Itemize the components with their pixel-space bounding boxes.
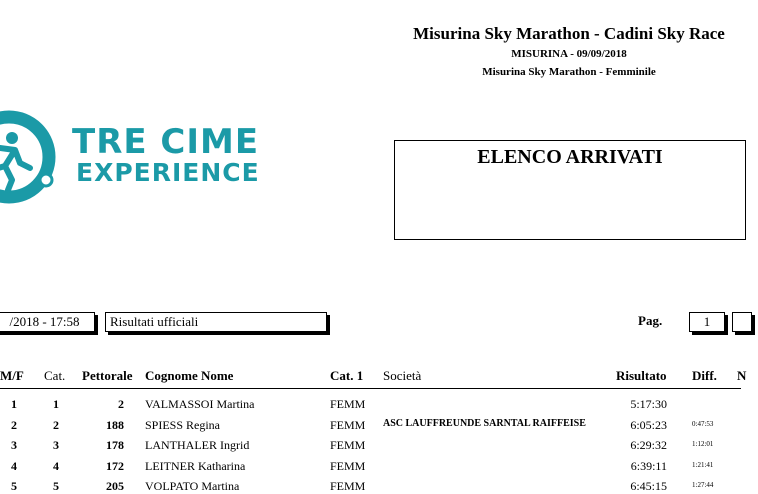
cell-mf: 5 — [11, 479, 17, 493]
cell-mf: 2 — [11, 417, 17, 432]
cell-cat: 5 — [53, 479, 59, 493]
cell-name: VOLPATO Martina — [145, 479, 240, 493]
cell-diff: 0:47:53 — [692, 419, 714, 428]
col-header-result: Risultato — [616, 368, 667, 383]
cell-bib: 172 — [106, 458, 124, 473]
header-rule — [0, 388, 741, 389]
cell-name: LEITNER Katharina — [145, 458, 246, 473]
cell-result: 6:29:32 — [630, 438, 667, 452]
logo-text-experience: EXPERIENCE — [76, 158, 260, 187]
col-header-extra: N — [737, 368, 747, 383]
col-header-bib: Pettorale — [82, 368, 133, 383]
cell-bib: 205 — [106, 479, 124, 493]
cell-result: 5:17:30 — [630, 397, 667, 411]
cell-mf: 3 — [11, 438, 17, 452]
col-header-mf: M/F — [0, 368, 24, 383]
cell-cat1: FEMM — [330, 438, 366, 452]
page-total-box — [732, 312, 752, 332]
cell-cat1: FEMM — [330, 397, 366, 411]
cell-result: 6:39:11 — [630, 458, 667, 473]
logo-text-tre-cime: TRE CIME — [72, 122, 260, 162]
event-subtitle: MISURINA - 09/09/2018 — [511, 48, 627, 60]
cell-mf: 1 — [11, 397, 17, 411]
cell-diff: 1:12:01 — [692, 440, 714, 448]
cell-cat1: FEMM — [330, 458, 366, 473]
cell-name: SPIESS Regina — [145, 417, 221, 432]
event-category: Misurina Sky Marathon - Femminile — [482, 66, 656, 78]
cell-result: 6:45:15 — [630, 479, 667, 493]
col-header-society: Società — [383, 368, 422, 383]
print-date-box: /2018 - 17:58 — [0, 312, 95, 332]
list-title: ELENCO ARRIVATI — [477, 146, 663, 168]
page-label: Pag. — [638, 313, 663, 328]
cell-society: ASC LAUFFREUNDE SARNTAL RAIFFEISE — [383, 417, 586, 429]
col-header-diff: Diff. — [692, 368, 717, 383]
cell-cat: 2 — [53, 417, 59, 432]
event-title: Misurina Sky Marathon - Cadini Sky Race — [413, 24, 725, 43]
cell-bib: 2 — [118, 397, 124, 411]
cell-bib: 178 — [106, 438, 124, 452]
cell-name: VALMASSOI Martina — [145, 397, 255, 411]
cell-cat: 3 — [53, 438, 59, 452]
cell-cat1: FEMM — [330, 417, 366, 432]
cell-diff: 1:27:44 — [692, 481, 714, 489]
runner-logo-icon — [0, 108, 58, 206]
cell-diff: 1:21:41 — [692, 460, 714, 469]
status-box: Risultati ufficiali — [105, 312, 327, 332]
col-header-cat: Cat. — [44, 368, 66, 383]
cell-bib: 188 — [106, 417, 124, 432]
cell-cat: 4 — [53, 458, 59, 473]
col-header-cat1: Cat. 1 — [330, 368, 364, 383]
col-header-name: Cognome Nome — [145, 368, 234, 383]
cell-name: LANTHALER Ingrid — [145, 438, 250, 452]
cell-result: 6:05:23 — [630, 417, 667, 432]
cell-cat: 1 — [53, 397, 59, 411]
cell-cat1: FEMM — [330, 479, 366, 493]
page-number-box: 1 — [689, 312, 725, 332]
cell-mf: 4 — [11, 458, 17, 473]
